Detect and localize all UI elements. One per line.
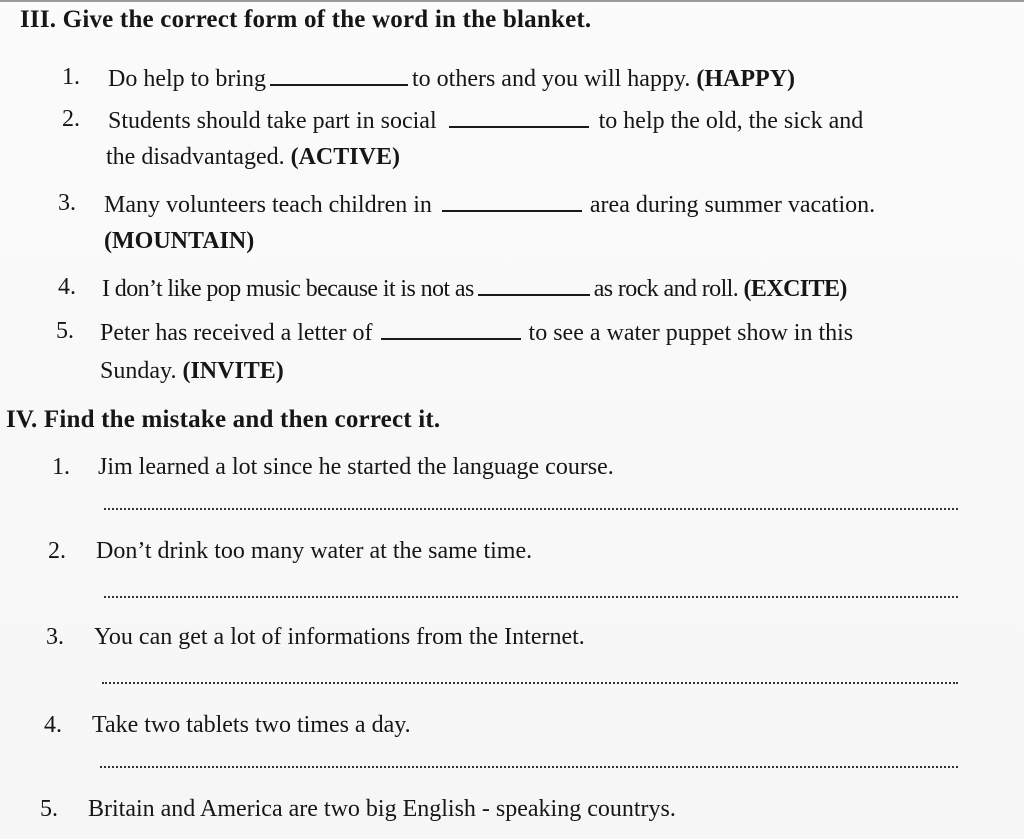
s3-item-4-after: as rock and roll. [593, 276, 739, 302]
s3-item-3-blank[interactable] [442, 188, 582, 212]
s3-item-4-blank[interactable] [478, 272, 590, 296]
s4-item-5-number: 5. [40, 796, 58, 822]
s4-item-1-text: Jim learned a lot since he started the language course. [98, 454, 614, 480]
s4-item-1-number: 1. [52, 454, 70, 480]
s3-item-1-number: 1. [62, 64, 80, 90]
s4-item-5-text: Britain and America are two big English - speaking countrys. [88, 796, 676, 822]
s3-item-2-number: 2. [62, 106, 80, 132]
s3-item-2 [108, 104, 863, 136]
s3-item-3 [104, 188, 875, 220]
s4-item-4-text: Take two tablets two times a day. [92, 712, 411, 738]
s3-item-4-number: 4. [58, 274, 76, 300]
s3-item-3-number: 3. [58, 190, 76, 216]
s3-item-3-keyword: (MOUNTAIN) [104, 228, 255, 254]
s3-item-5-keyword: (INVITE) [182, 358, 284, 384]
s3-item-1-before: Do help to bring [108, 66, 266, 92]
s4-item-4-answer-line[interactable] [100, 766, 958, 768]
s3-item-5-line2 [100, 356, 284, 386]
s3-item-4 [102, 272, 847, 304]
s3-item-1-keyword: (HAPPY) [696, 66, 796, 92]
s3-item-2-before: Students should take part in social [108, 108, 437, 134]
s3-item-4-before: I don’t like pop music because it is not as [102, 276, 474, 302]
s4-item-3-text: You can get a lot of informations from the Internet. [94, 624, 585, 650]
section-4-title: IV. Find the mistake and then correct it. [6, 406, 441, 433]
s4-item-3-answer-line[interactable] [102, 682, 958, 684]
s3-item-5-before: Peter has received a letter of [100, 320, 373, 346]
s3-item-5-number: 5. [56, 318, 74, 344]
s4-item-4-number: 4. [44, 712, 62, 738]
s3-item-5-blank[interactable] [381, 316, 521, 340]
s3-item-3-after: area during summer vacation. [589, 192, 876, 218]
s4-item-1-answer-line[interactable] [104, 508, 958, 510]
s3-item-4-keyword: (EXCITE) [743, 276, 847, 302]
s3-item-1-after: to others and you will happy. [411, 66, 691, 92]
section-3-title: III. Give the correct form of the word in the blanket. [20, 6, 592, 33]
s4-item-2-text: Don’t drink too many water at the same time. [96, 538, 533, 564]
s3-item-2-keyword: (ACTIVE) [290, 144, 400, 170]
s3-item-5-cont: Sunday. [100, 358, 177, 384]
s4-item-2-number: 2. [48, 538, 66, 564]
s3-item-1-blank[interactable] [270, 62, 408, 86]
s4-item-3-number: 3. [46, 624, 64, 650]
s3-item-2-line2 [106, 142, 400, 172]
s4-item-2-answer-line[interactable] [104, 596, 958, 598]
s3-item-5 [100, 316, 853, 348]
s3-item-5-after: to see a water puppet show in this [528, 320, 854, 346]
s3-item-2-blank[interactable] [449, 104, 589, 128]
top-border [0, 0, 1024, 2]
s3-item-1 [108, 62, 795, 94]
s3-item-3-before: Many volunteers teach children in [104, 192, 432, 218]
s3-item-2-cont: the disadvantaged. [106, 144, 285, 170]
s3-item-3-line2 [104, 226, 254, 256]
s3-item-2-after: to help the old, the sick and [598, 108, 864, 134]
